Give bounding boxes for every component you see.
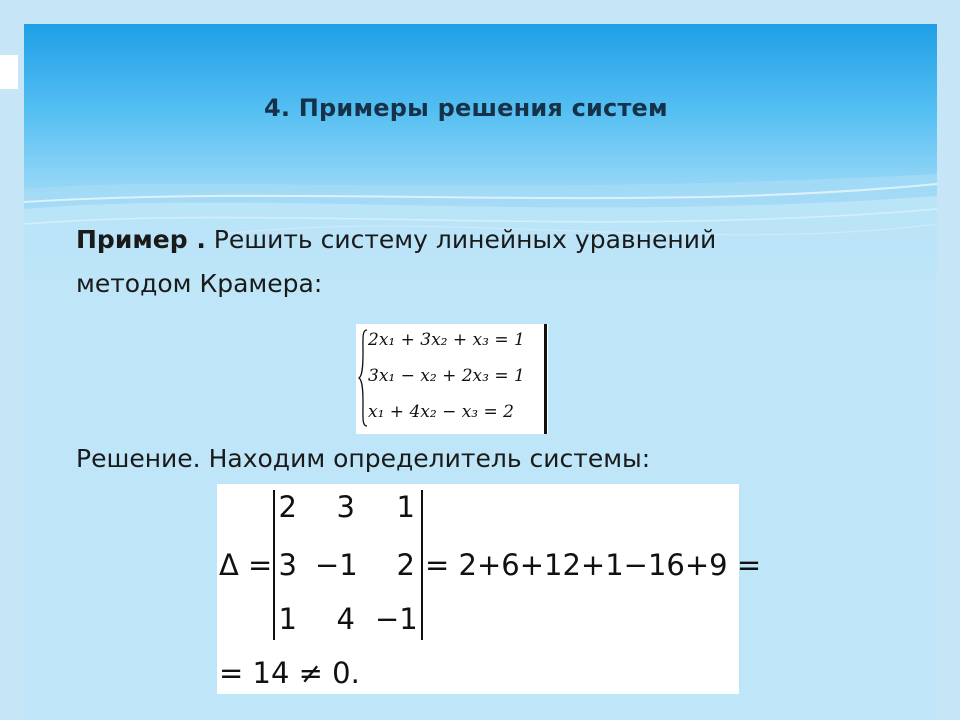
det-right-bar: [421, 490, 423, 640]
det-cell-1-0: 3: [278, 548, 297, 582]
slide: [24, 24, 937, 720]
left-tab-marker: [0, 55, 18, 89]
example-label: Пример .: [76, 225, 206, 254]
det-cell-2-1: 4: [336, 602, 355, 636]
det-cell-0-2: 1: [396, 490, 415, 524]
left-brace-icon: [358, 328, 368, 428]
equation-system: [356, 324, 548, 434]
example-text-line1: Решить систему линейных уравнений: [205, 225, 717, 254]
det-cell-1-1: −1: [315, 548, 358, 582]
det-cell-0-1: 3: [336, 490, 355, 524]
det-cell-2-2: −1: [375, 602, 418, 636]
equation-2: 3x₁ − x₂ + 2x₃ = 1: [368, 366, 525, 386]
determinant-block: [217, 484, 762, 694]
slide-title: 4. Примеры решения систем: [264, 94, 668, 122]
equation-1: 2x₁ + 3x₂ + x₃ = 1: [368, 330, 525, 350]
det-cell-2-0: 1: [278, 602, 297, 636]
system-right-bar: [544, 324, 547, 434]
det-cell-0-0: 2: [278, 490, 297, 524]
equation-3: x₁ + 4x₂ − x₃ = 2: [368, 402, 514, 422]
solution-text: Решение. Находим определитель системы:: [76, 444, 651, 473]
det-expansion: = 2+6+12+1−16+9 =: [425, 548, 762, 582]
det-result: = 14 ≠ 0.: [219, 656, 360, 690]
det-cell-1-2: 2: [396, 548, 415, 582]
delta-symbol: Δ =: [219, 548, 273, 582]
example-paragraph: [76, 218, 896, 306]
example-text-line2: методом Крамера:: [76, 269, 323, 298]
